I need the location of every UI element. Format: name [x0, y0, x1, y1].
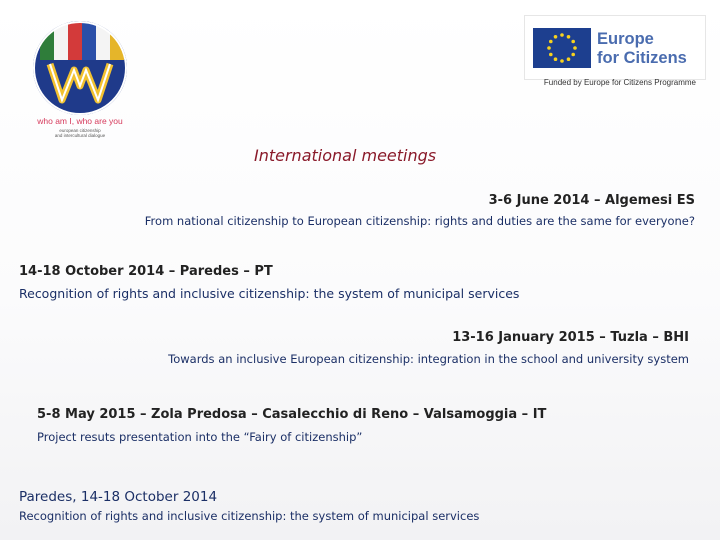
- funded-by-text: Funded by Europe for Citizens Programme: [543, 78, 696, 87]
- eu-flag-icon: [533, 28, 591, 68]
- meeting-4-heading: 5-8 May 2015 – Zola Predosa – Casalecchio di Reno – Valsamoggia – IT: [37, 407, 547, 422]
- meeting-1-subtitle: From national citizenship to European citizenship: rights and duties are the same for everyone?: [144, 214, 695, 228]
- meeting-4-subtitle: Project resuts presentation into the “Fairy of citizenship”: [37, 430, 363, 444]
- logo-subline-2: and intercultural dialogue: [54, 133, 106, 138]
- meeting-3-heading: 13-16 January 2015 – Tuzla – BHI: [452, 330, 689, 345]
- footer-subtitle: Recognition of rights and inclusive citizenship: the system of municipal services: [19, 509, 480, 523]
- meeting-2-heading: 14-18 October 2014 – Paredes – PT: [19, 264, 273, 279]
- meeting-2-subtitle: Recognition of rights and inclusive citizenship: the system of municipal services: [19, 286, 520, 301]
- eu-stars-icon: [533, 28, 591, 68]
- footer-heading: Paredes, 14-18 October 2014: [19, 489, 218, 505]
- page-title: International meetings: [254, 146, 437, 165]
- project-logo: [30, 20, 130, 140]
- logo-subline: [44, 128, 116, 138]
- eu-logo-line-2: for Citizens: [597, 49, 687, 67]
- europe-for-citizens-logo: [524, 15, 706, 80]
- logo-tagline: who am I, who are you: [37, 116, 123, 126]
- eu-logo-line-1: Europe: [597, 30, 654, 48]
- logo-subline-1: european citizenship: [59, 128, 101, 133]
- meeting-1-heading: 3-6 June 2014 – Algemesi ES: [488, 193, 695, 208]
- meeting-3-subtitle: Towards an inclusive European citizenship: integration in the school and university system: [168, 352, 689, 366]
- project-logo-emblem: [30, 20, 130, 116]
